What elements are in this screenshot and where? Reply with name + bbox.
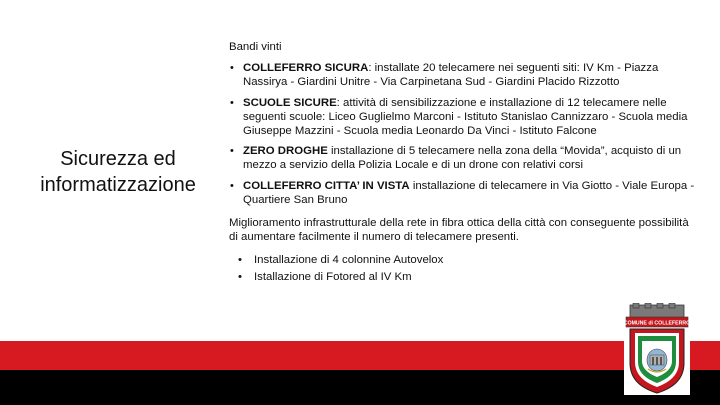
svg-text:COMUNE di COLLEFER: [624, 321, 690, 327]
bullet-item: [229, 61, 699, 89]
bullet-label: SCUOLE SICURE: [243, 96, 337, 109]
coat-of-arms-icon: [624, 303, 690, 395]
bullet-item: [229, 179, 699, 207]
logo-text-di: di: [648, 320, 653, 327]
bullet-item: [229, 96, 699, 139]
coat-of-arms-logo: [624, 303, 690, 395]
bullet-label: COLLEFERRO CITTA’ IN VISTA: [243, 179, 410, 192]
sub-bullet-item: • Installazione di 4 colonnine Autovelox: [238, 253, 699, 267]
intro-text: Bandi vinti: [229, 41, 282, 53]
sub-bullet-list: [229, 253, 699, 283]
infrastructure-paragraph: Miglioramento infrastrutturale della rete in fibra ottica della città con conseguente possibilità di aumentare facilmente il numero di telecamere presenti.: [229, 217, 689, 244]
bullet-text: installazione di telecamere in Via Giotto - Viale Europa - Quartiere San Bruno: [243, 179, 695, 206]
bullet-label: ZERO DROGHE: [243, 145, 328, 158]
bullet-text: : attività di sensibilizzazione e installazione di 12 telecamere nelle seguenti scuole: Liceo Guglielmo Marconi - Istituto Stanislao Cannizzaro - Scuola media Giuseppe Mazzini - Scuola media Leonardo Da Vinci - Istituto Falcone: [243, 96, 688, 138]
slide-content: [229, 40, 699, 286]
sub-bullet-item: • Istallazione di Fotored al IV Km: [238, 270, 699, 284]
bullet-label: COLLEFERRO SICURA: [243, 62, 369, 75]
bullet-text: : installate 20 telecamere nei seguenti siti: IV Km - Piazza Nassirya - Giardini Unitre - Via Carpinetana Sud - Giardini Placido Rizzotto: [243, 62, 659, 89]
bullet-text: installazione di 5 telecamere nella zona della “Movida”, acquisto di un mezzo a servizio della Polizia Locale e di un drone con relativi corsi: [243, 145, 682, 172]
red-band: [0, 341, 720, 370]
black-band: [0, 370, 720, 405]
logo-text-colleferro: COLLEFERRO: [654, 320, 690, 327]
bullet-item: [229, 144, 699, 172]
slide-title: Sicurezza ed informatizzazione: [40, 148, 196, 196]
logo-text-comune: COMUNE: [624, 320, 647, 327]
bullet-list: [229, 61, 699, 207]
